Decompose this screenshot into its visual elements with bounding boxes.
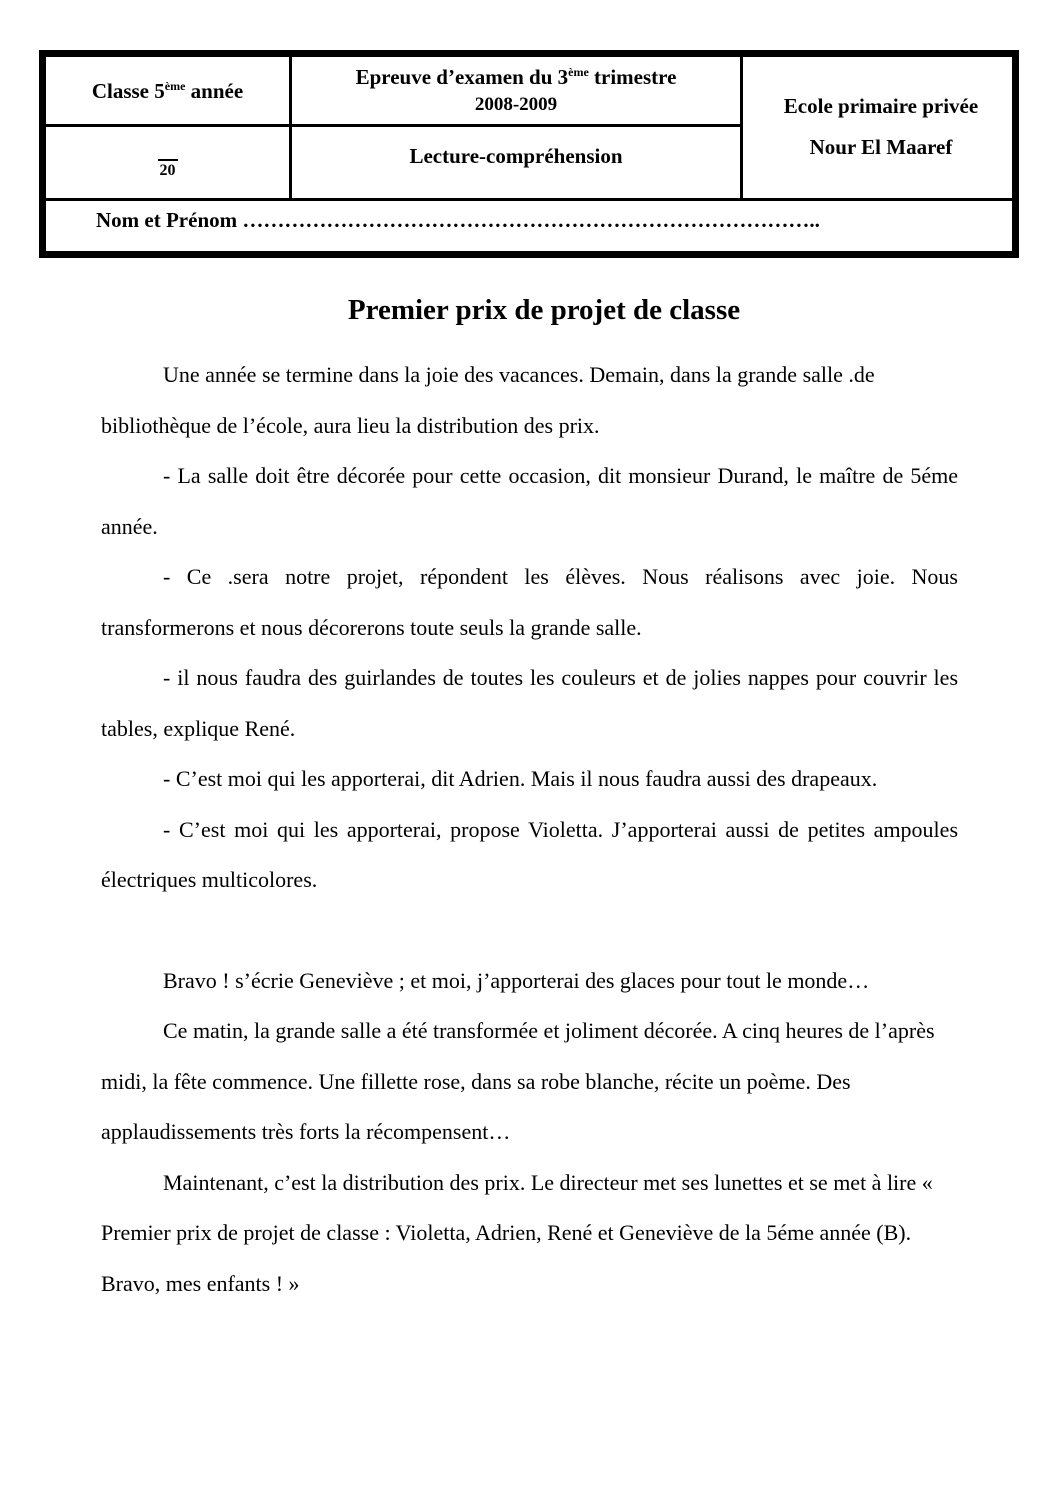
- paragraph-3: - Ce .sera notre projet, répondent les élèves. Nous réalisons avec joie. Nous transformerons et nous décorerons toute seuls la grande salle.: [101, 564, 958, 640]
- name-dotted-line[interactable]: ………………………………………………………………………..: [237, 208, 820, 232]
- school-name: Nour El Maaref: [809, 135, 953, 159]
- exam-title: Epreuve d’examen du 3ème trimestre: [355, 64, 677, 89]
- story-text: [101, 350, 958, 1309]
- exam-cell: [292, 57, 740, 124]
- paragraph-1: Une année se termine dans la joie des vacances. Demain, dans la grande salle .de bibliothèque de l’école, aura lieu la distribution des prix.: [101, 362, 875, 438]
- table-divider-row2: [46, 198, 1012, 201]
- exam-year: 2008-2009: [474, 93, 558, 115]
- subject-label: Lecture-compréhension: [409, 144, 623, 168]
- school-type: Ecole primaire privée: [783, 94, 979, 118]
- name-field-row[interactable]: [46, 202, 1012, 252]
- paragraph-2: - La salle doit être décorée pour cette occasion, dit monsieur Durand, le maître de 5éme année.: [101, 463, 958, 539]
- paragraph-4: - il nous faudra des guirlandes de toutes les couleurs et de jolies nappes pour couvrir les tables, explique René.: [101, 665, 958, 741]
- name-label: Nom et Prénom: [96, 208, 238, 232]
- paragraph-7: Bravo ! s’écrie Geneviève ; et moi, j’apporterai des glaces pour tout le monde…: [163, 967, 870, 993]
- paragraph-6: - C’est moi qui les apporterai, propose Violetta. J’apporterai aussi de petites ampoules électriques multicolores.: [101, 816, 958, 892]
- class-cell: [46, 57, 289, 124]
- school-cell: [743, 57, 1019, 198]
- score-denominator: 20: [158, 159, 178, 181]
- paragraph-5: - C’est moi qui les apporterai, dit Adrien. Mais il nous faudra aussi des drapeaux.: [163, 766, 878, 791]
- class-label: Classe 5ème année: [91, 78, 244, 103]
- subject-cell: [292, 127, 740, 198]
- story-title: Premier prix de projet de classe: [347, 294, 741, 326]
- score-cell: [46, 127, 289, 198]
- exam-header-table: [39, 50, 1019, 258]
- paragraph-9: Maintenant, c’est la distribution des prix. Le directeur met ses lunettes et se met à lire « Premier prix de projet de classe : Violetta, Adrien, René et Geneviève de la 5éme année (B). Bravo, mes enfants ! »: [101, 1169, 933, 1296]
- paragraph-8: Ce matin, la grande salle a été transformée et joliment décorée. A cinq heures de l’après midi, la fête commence. Une fillette rose, dans sa robe blanche, récite un poème. Des applaudissements très forts la récompensent…: [101, 1018, 935, 1144]
